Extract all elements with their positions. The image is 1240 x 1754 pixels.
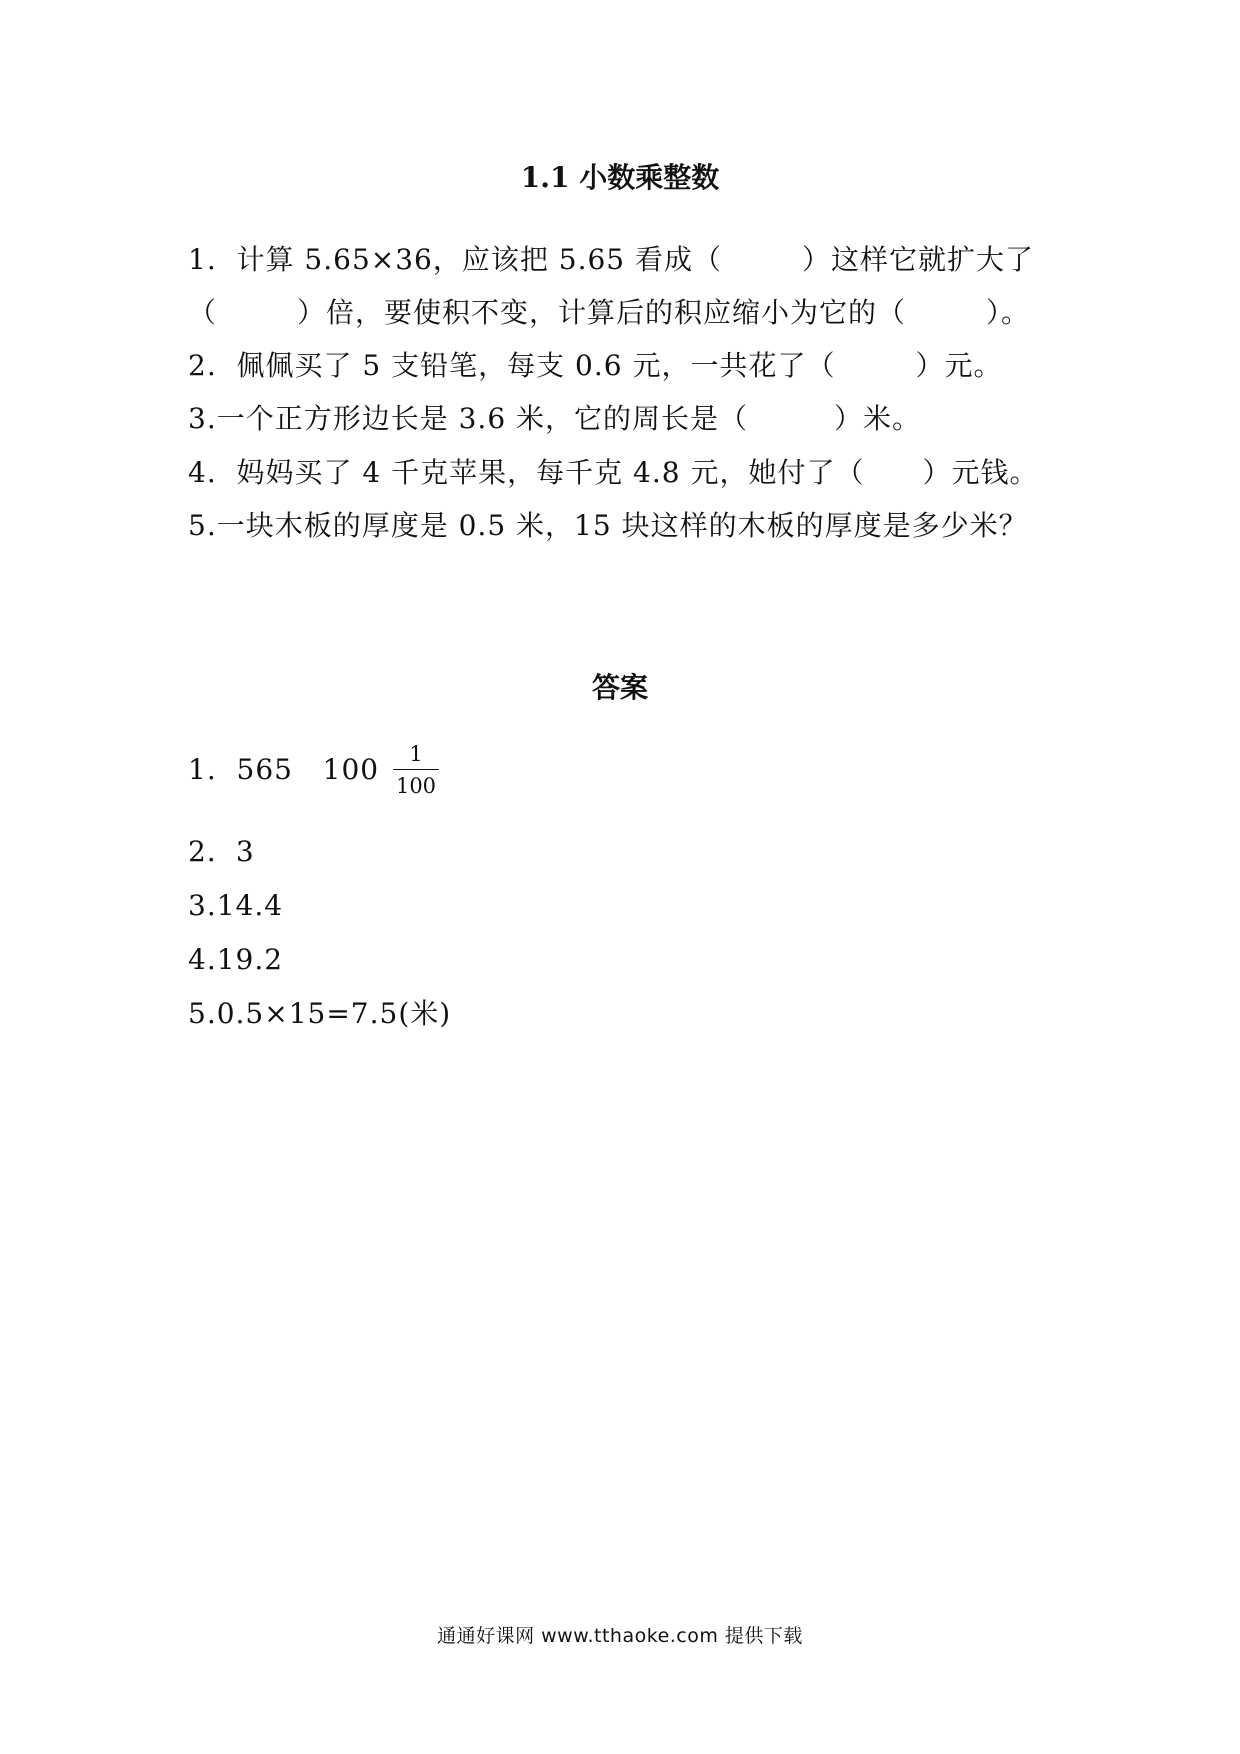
q3-text-b: ）米。 — [834, 402, 922, 435]
q1-text-b: ）这样它就扩大了 — [802, 243, 1035, 276]
fraction-bar — [393, 769, 439, 770]
question-2 — [188, 348, 1002, 384]
q4-text-a: 4. 妈妈买了 4 千克苹果，每千克 4.8 元，她付了（ — [188, 456, 865, 489]
worksheet-title: 1.1 小数乘整数 — [520, 161, 720, 194]
q1-text-a: 1. 计算 5.65×36，应该把 5.65 看成（ — [188, 243, 722, 276]
answer-4: 4.19.2 — [188, 943, 284, 976]
answer-1: 1. 565 100 — [188, 753, 380, 786]
question-1-line-1 — [188, 242, 1034, 278]
page-footer: 通通好课网 www.tthaoke.com 提供下载 — [437, 1625, 803, 1647]
q1-text-c: （ — [188, 296, 218, 329]
answer-3: 3.14.4 — [188, 889, 284, 922]
q3-text-a: 3.一个正方形边长是 3.6 米，它的周长是（ — [188, 402, 749, 435]
fraction-numerator: 1 — [409, 742, 423, 766]
q4-text-b: ）元钱。 — [922, 456, 1039, 489]
question-5: 5.一块木板的厚度是 0.5 米，15 块这样的木板的厚度是多少米？ — [188, 509, 1028, 542]
q1-text-d: ）倍，要使积不变，计算后的积应缩小为它的（ — [297, 296, 907, 329]
answer-2: 2．3 — [188, 835, 255, 868]
question-1-line-2 — [188, 295, 1030, 331]
answer-5: 5.0.5×15=7.5(米) — [188, 997, 452, 1030]
q2-text-a: 2. 佩佩买了 5 支铅笔，每支 0.6 元，一共花了（ — [188, 349, 836, 382]
question-4 — [188, 455, 1038, 491]
q1-text-e: ）。 — [986, 296, 1031, 329]
answer-1-fraction — [393, 741, 439, 799]
q2-text-b: ）元。 — [915, 349, 1003, 382]
fraction-denominator: 100 — [395, 774, 437, 798]
question-3 — [188, 401, 921, 437]
answers-title: 答案 — [591, 671, 648, 704]
